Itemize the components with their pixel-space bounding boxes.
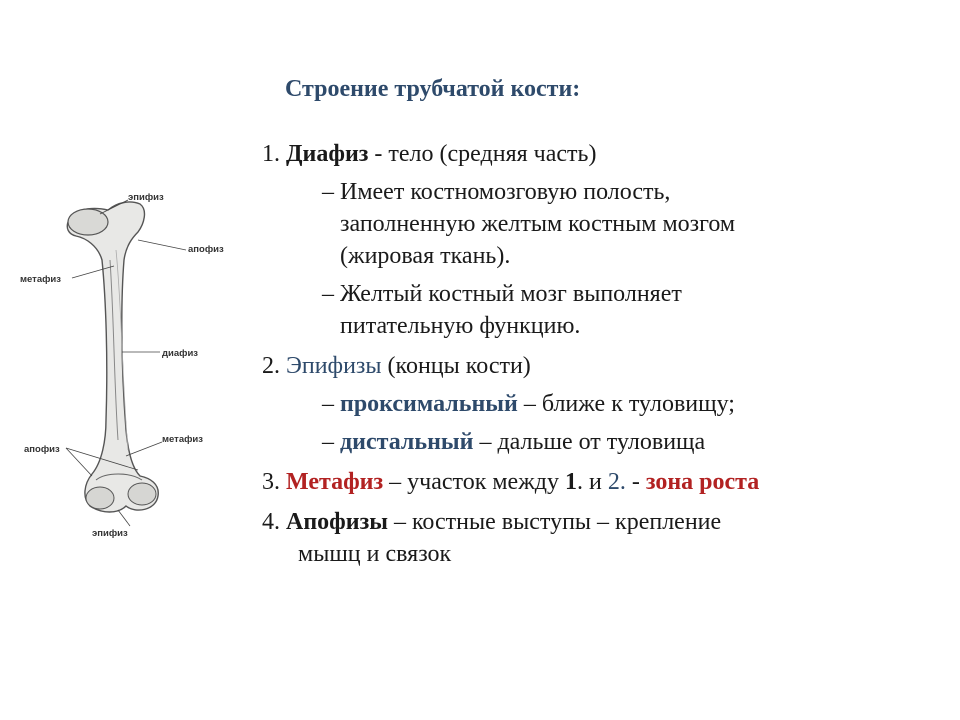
dash-marker: – <box>322 179 334 205</box>
sub-item-2-2 <box>262 426 952 458</box>
dash-marker: – <box>322 429 334 455</box>
sub-text-line: Имеет костномозговую полость, <box>340 179 671 205</box>
sub-text-line: (жировая ткань). <box>340 243 511 269</box>
femur-bone <box>67 202 158 512</box>
item-3 <box>262 466 952 498</box>
sub-text-line: питательную функцию. <box>340 313 581 339</box>
term-diaphysis: Диафиз <box>286 141 369 167</box>
item-text: . и <box>577 469 608 495</box>
leader-line <box>118 510 130 526</box>
label-epiphysis-top: эпифиз <box>128 192 164 203</box>
term-proximal: проксимальный <box>340 391 518 417</box>
sub-item-1-2 <box>262 278 952 342</box>
item-text: - <box>625 469 646 495</box>
sub-text: – ближе к туловищу; <box>517 391 735 417</box>
sub-text: – дальше от туловища <box>473 429 706 455</box>
sub-item-1-1 <box>262 176 952 272</box>
term-growth-zone: зона роста <box>645 469 760 495</box>
item-2 <box>262 350 952 382</box>
item-number: 1. <box>262 141 280 167</box>
lateral-condyle <box>86 487 114 509</box>
term-distal: дистальный <box>340 429 474 455</box>
item-1 <box>262 138 952 170</box>
medial-condyle <box>128 483 156 505</box>
item-4 <box>262 506 952 538</box>
ref-number: 2. <box>607 469 626 495</box>
term-epiphyses: Эпифизы <box>286 353 382 379</box>
slide-title: Строение трубчатой кости: <box>285 76 581 102</box>
label-metaphysis-bottom: метафиз <box>162 434 203 445</box>
item-text: – костные выступы – крепление <box>387 509 722 535</box>
item-4-continuation: мышц и связок <box>298 541 452 567</box>
label-metaphysis-top: метафиз <box>20 274 61 285</box>
item-number: 4. <box>262 509 280 535</box>
label-diaphysis: диафиз <box>162 348 199 359</box>
dash-marker: – <box>322 281 334 307</box>
dash-marker: – <box>322 391 334 417</box>
bullet-content <box>262 138 952 570</box>
item-text: – участок между <box>383 469 565 495</box>
label-epiphysis-bottom: эпифиз <box>92 528 128 539</box>
sub-item-2-1 <box>262 388 952 420</box>
item-number: 3. <box>262 469 280 495</box>
femur-illustration <box>10 180 260 550</box>
item-text: - тело (средняя часть) <box>368 141 597 167</box>
leader-line <box>126 442 162 456</box>
term-metaphysis: Метафиз <box>286 469 384 495</box>
label-apophysis-top: апофиз <box>188 244 224 255</box>
sub-text-line: Желтый костный мозг выполняет <box>340 281 682 307</box>
item-number: 2. <box>262 353 280 379</box>
term-apophyses: Апофизы <box>286 509 388 535</box>
ref-number: 1 <box>565 469 577 495</box>
sub-text-line: заполненную желтым костным мозгом <box>340 211 736 237</box>
femur-diagram <box>10 180 260 550</box>
item-text: (концы кости) <box>381 353 531 379</box>
label-apophysis-bottom: апофиз <box>24 444 60 455</box>
leader-line <box>138 240 186 250</box>
